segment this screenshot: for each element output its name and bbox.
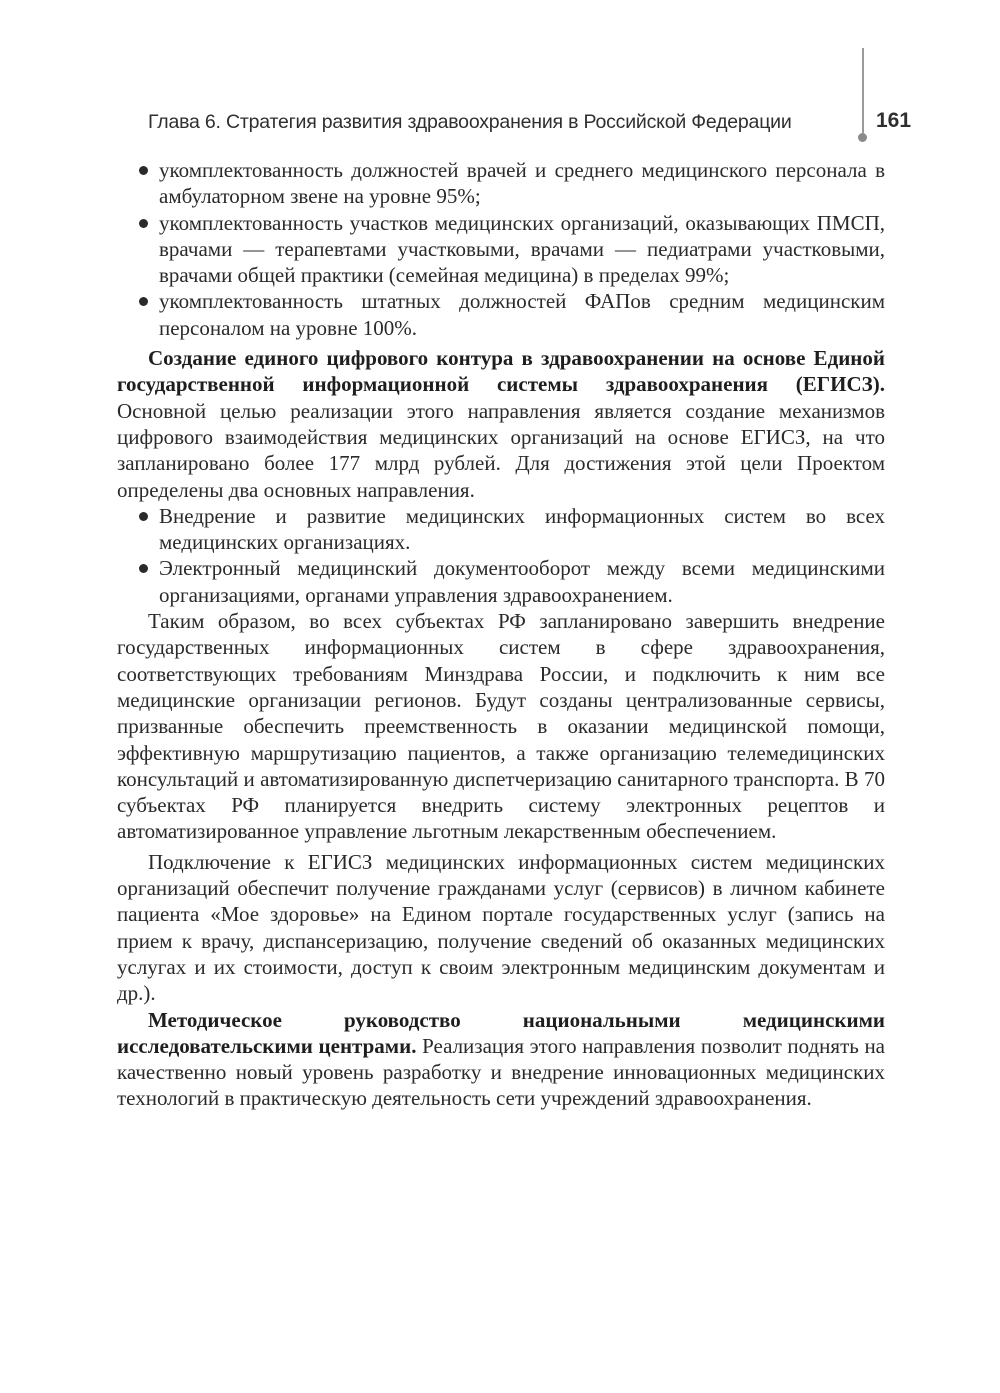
list-item	[117, 157, 885, 210]
list-item	[117, 555, 885, 608]
list-item-text: укомплектованность должностей врачей и среднего медицинского персонала в амбулаторном звене на уровне 95%;	[159, 158, 885, 209]
list-item	[117, 288, 885, 341]
bullet-list-staffing	[117, 157, 885, 341]
paragraph-heading: Методическое руководство национальными медицинскими исследовательскими центрами.	[117, 1007, 885, 1058]
bullet-icon	[139, 297, 148, 306]
bullet-icon	[139, 564, 148, 573]
list-item-text: Внедрение и развитие медицинских информационных систем во всех медицинских организациях.	[159, 503, 885, 555]
list-item-text: укомплектованность участков медицинских организаций, оказывающих ПМСП, врачами — терапевтами участковыми, врачами — педиатрами участковыми, врачами общей практики (семейная медицина) в пределах 99%;	[159, 210, 885, 288]
paragraph-text: Реализация этого направления позволит поднять на качественно новый уровень разработку и внедрение инновационных медицинских технологий в практическую деятельность сети учреждений здравоохранения.	[117, 1033, 886, 1111]
running-head-chapter-title: Глава 6. Стратегия развития здравоохранения в Российской Федерации	[148, 111, 792, 133]
paragraph-connection: Подключение к ЕГИСЗ медицинских информационных систем медицинских организаций обеспечит получение гражданами услуг (сервисов) в личном кабинете пациента «Мое здоровье» на Едином портале государственных услуг (запись на прием к врачу, диспансеризацию, получение сведений об оказанных медицинских услугах и их стоимости, доступ к своим электронным медицинским документам и др.).	[117, 849, 885, 1006]
page-body	[117, 157, 885, 1112]
header-rule	[862, 48, 864, 133]
bullet-icon	[139, 219, 148, 228]
list-item-text: укомплектованность штатных должностей ФАПов средним медицинским персоналом на уровне 100%.	[159, 289, 885, 340]
list-item	[117, 210, 885, 289]
bullet-list-directions	[117, 503, 885, 608]
paragraph-heading: Создание единого цифрового контура в здравоохранении на основе Единой государственной информационной системы здравоохранения (ЕГИСЗ).	[117, 346, 885, 397]
list-item-text: Электронный медицинский документооборот между всеми медицинскими организациями, органами управления здравоохранением.	[159, 556, 885, 607]
page-number: 161	[876, 109, 912, 132]
bullet-icon	[139, 166, 148, 175]
paragraph-text: Основной целью реализации этого направления является создание механизмов цифрового взаимодействия медицинских организаций на основе ЕГИСЗ, на что запланировано более 177 млрд рублей. Для достижения этой цели Проектом определены два основных направления.	[117, 398, 885, 502]
bullet-icon	[139, 512, 148, 521]
paragraph-methodical-guidance	[117, 1007, 885, 1112]
paragraph-implementation: Таким образом, во всех субъектах РФ запланировано завершить внедрение государственных информационных систем в сфере здравоохранения, соответствующих требованиям Минздрава России, и подключить к ним все медицинские организации регионов. Будут созданы централизованные сервисы, призванные обеспечить преемственность в оказании медицинской помощи, эффективную маршрутизацию пациентов, а также организацию телемедицинских консультаций и автоматизированную диспетчеризацию санитарного транспорта. В 70 субъектах РФ планируется внедрить систему электронных рецептов и автоматизированное управление льготным лекарственным обеспечением.	[117, 609, 885, 844]
paragraph-egisz	[117, 345, 885, 503]
list-item	[117, 503, 885, 556]
